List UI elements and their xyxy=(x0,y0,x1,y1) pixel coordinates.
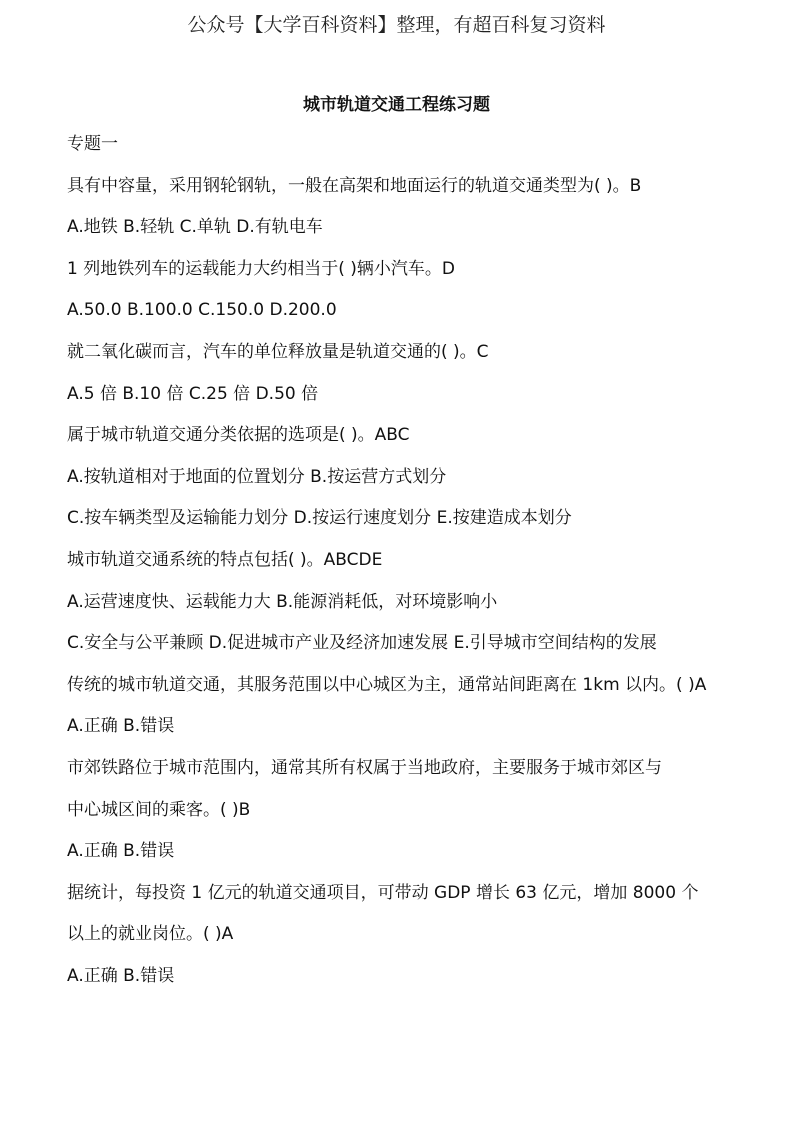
question-text: 城市轨道交通系统的特点包括( )。ABCDE xyxy=(67,549,383,570)
question-options: A.5 倍 B.10 倍 C.25 倍 D.50 倍 xyxy=(67,383,319,404)
question-options: C.按车辆类型及运输能力划分 D.按运行速度划分 E.按建造成本划分 xyxy=(67,508,572,529)
question-options: A.50.0 B.100.0 C.150.0 D.200.0 xyxy=(67,300,337,321)
question-options: A.正确 B.错误 xyxy=(67,965,175,986)
page-header: 公众号【大学百科资料】整理，有超百科复习资料 xyxy=(187,14,606,36)
question-text: 具有中容量，采用钢轮钢轨，一般在高架和地面运行的轨道交通类型为( )。B xyxy=(67,175,642,196)
question-text: 1 列地铁列车的运载能力大约相当于( )辆小汽车。D xyxy=(67,258,455,279)
question-text: 据统计，每投资 1 亿元的轨道交通项目，可带动 GDP 增长 63 亿元，增加 8000 个 xyxy=(67,882,699,903)
question-text: 市郊铁路位于城市范围内，通常其所有权属于当地政府，主要服务于城市郊区与 xyxy=(67,757,662,778)
question-text: 中心城区间的乘客。( )B xyxy=(67,799,251,820)
question-options: A.按轨道相对于地面的位置划分 B.按运营方式划分 xyxy=(67,466,447,487)
question-list xyxy=(67,124,729,997)
question-options: A.正确 B.错误 xyxy=(67,716,175,737)
question-text: 传统的城市轨道交通，其服务范围以中心城区为主，通常站间距离在 1km 以内。( )A xyxy=(67,674,707,695)
question-options: A.地铁 B.轻轨 C.单轨 D.有轨电车 xyxy=(67,217,323,238)
section-heading: 专题一 xyxy=(67,134,118,154)
question-options: A.运营速度快、运载能力大 B.能源消耗低，对环境影响小 xyxy=(67,591,498,612)
question-options: C.安全与公平兼顾 D.促进城市产业及经济加速发展 E.引导城市空间结构的发展 xyxy=(67,633,657,654)
question-text: 属于城市轨道交通分类依据的选项是( )。ABC xyxy=(67,425,410,446)
question-text: 以上的就业岗位。( )A xyxy=(67,924,234,945)
question-options: A.正确 B.错误 xyxy=(67,841,175,862)
page-title: 城市轨道交通工程练习题 xyxy=(303,95,490,115)
question-text: 就二氧化碳而言，汽车的单位释放量是轨道交通的( )。C xyxy=(67,341,489,362)
